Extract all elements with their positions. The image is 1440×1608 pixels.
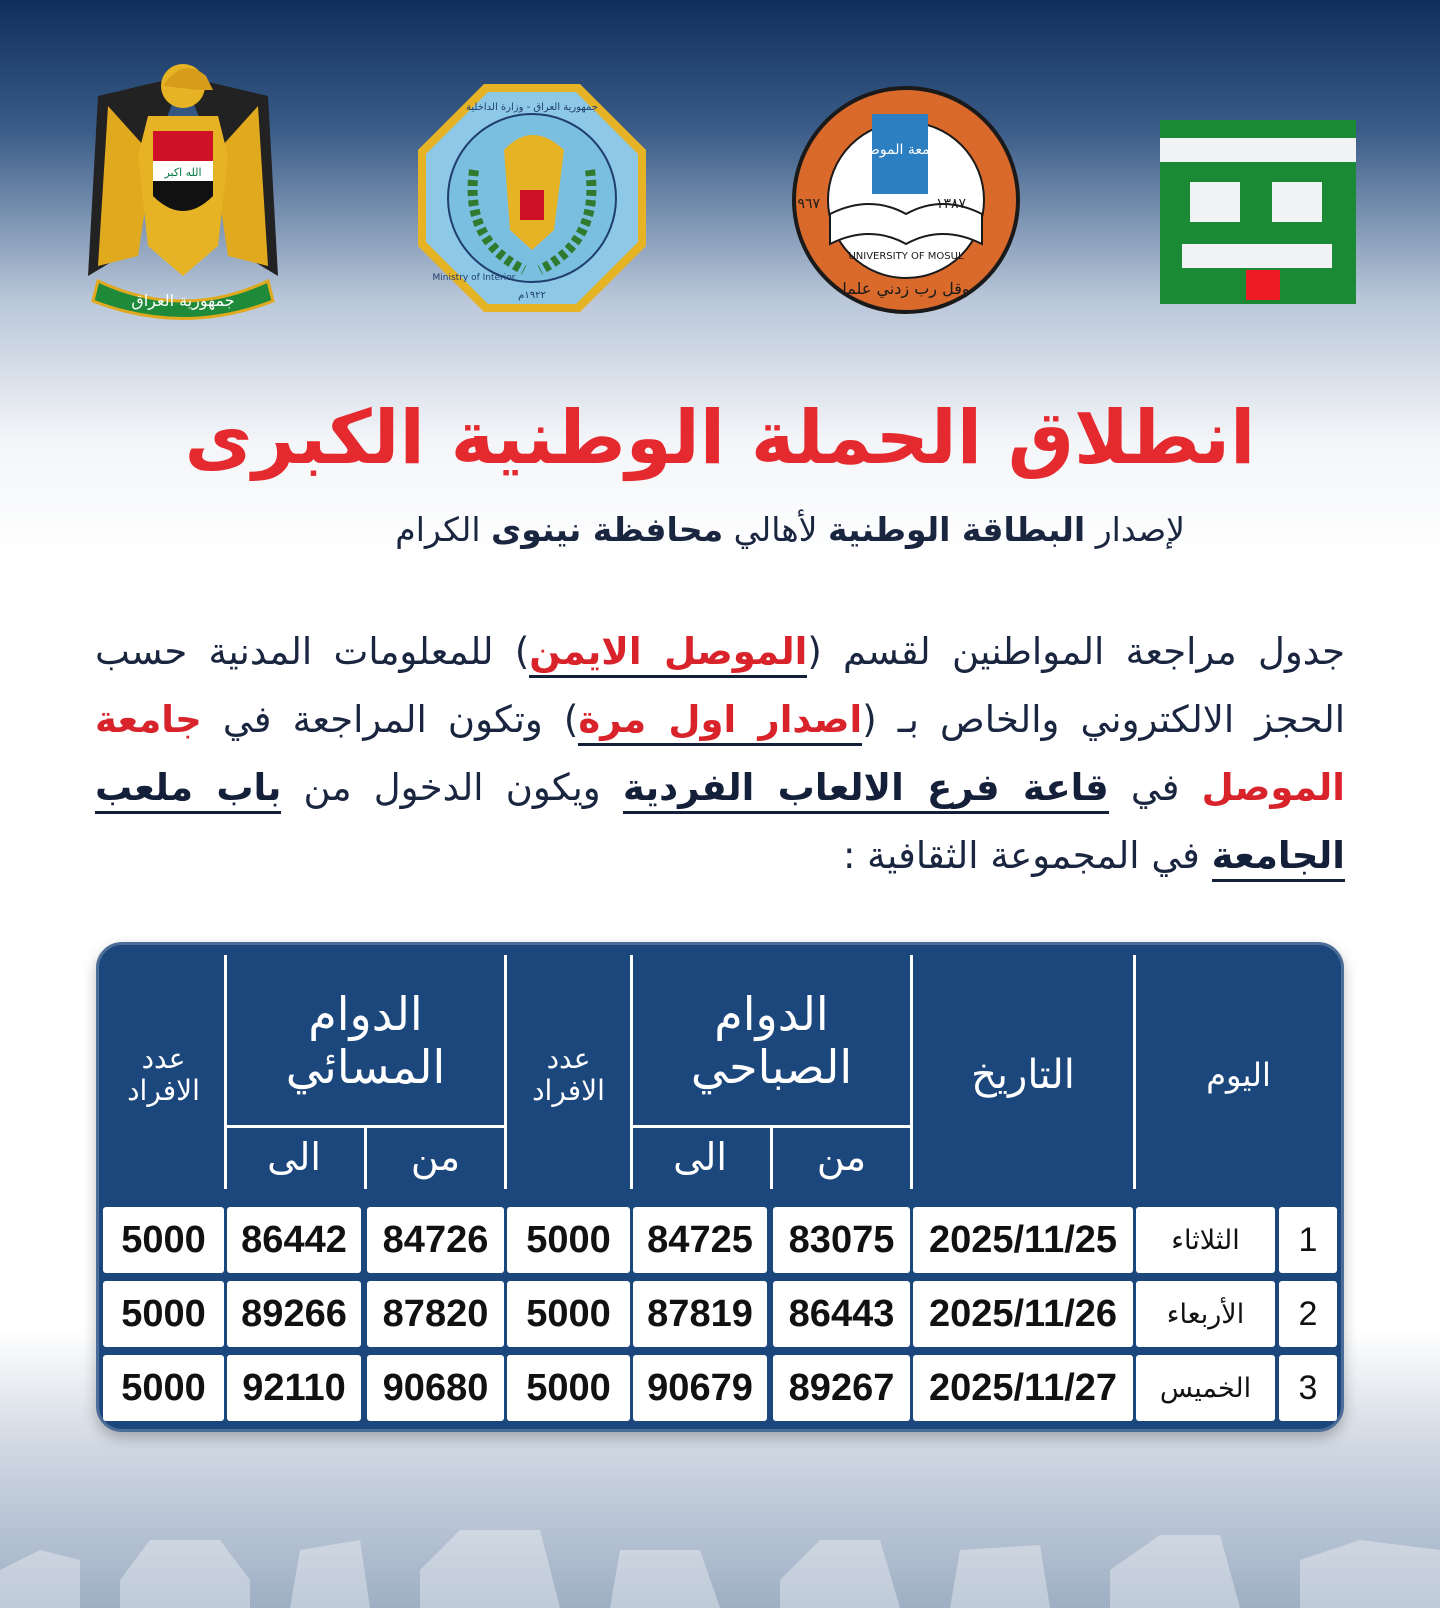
subtitle-text: الكرام [395,510,492,549]
schedule-table [96,942,1344,1432]
header-morning-line2: الصباحي [690,1040,853,1094]
cell-m-to: 87819 [633,1281,767,1347]
header-morning-to: الى [673,1135,727,1180]
cell-date: 2025/11/25 [913,1207,1133,1273]
highlight-hall: قاعة فرع الالعاب الفردية [623,766,1109,814]
svg-text:١٩٢٢م: ١٩٢٢م [518,290,546,301]
cell-e-from: 87820 [367,1281,504,1347]
header-morning-line1: الدوام [714,987,829,1042]
header-evening-count [103,965,224,1185]
header-day: اليوم [1206,1055,1271,1094]
svg-text:١٩٦٧: ١٩٦٧ [790,196,820,212]
paragraph-text: ) للمعلومات المدنية حسب الحجز الالكتروني والخاص بـ ( [95,630,1346,741]
iraq-eagle-emblem-icon [78,46,288,326]
header-evening-from: من [410,1135,461,1180]
cell-e-count: 5000 [103,1355,224,1421]
highlight-right-mosul: الموصل الايمن [529,630,807,678]
header-evening-to: الى [267,1135,321,1180]
landmark-silhouettes-icon [0,1490,1440,1608]
cell-n: 1 [1279,1207,1337,1273]
cell-m-to: 84725 [633,1207,767,1273]
cell-e-from: 84726 [367,1207,504,1273]
green-square-logo-icon [1160,120,1356,304]
paragraph-text: في المجموعة الثقافية : [842,834,1212,877]
cell-m-to: 90679 [633,1355,767,1421]
page-title: انطلاق الحملة الوطنية الكبرى [184,395,1256,481]
svg-text:UNIVERSITY OF MOSUL: UNIVERSITY OF MOSUL [848,251,964,262]
announcement-paragraph [95,618,1345,890]
cell-e-to: 92110 [227,1355,361,1421]
cell-m-from: 83075 [773,1207,910,1273]
header-morning [633,957,910,1125]
cell-e-count: 5000 [103,1207,224,1273]
svg-text:Ministry of Interior: Ministry of Interior [432,273,516,283]
cell-n: 3 [1279,1355,1337,1421]
university-of-mosul-emblem-icon [790,84,1022,316]
header-count-line1: عدد [141,1041,186,1075]
header-evening-line1: الدوام [308,987,423,1042]
highlight-gate: باب ملعب الجامعة [95,766,1345,882]
paragraph-text: في [1108,766,1202,809]
header-evening [227,957,504,1125]
cell-date: 2025/11/26 [913,1281,1133,1347]
highlight-first-issue: اصدار اول مرة [578,698,862,746]
subtitle-bold-card: البطاقة الوطنية [827,510,1086,549]
subtitle [395,510,1185,549]
svg-text:جامعة الموصل: جامعة الموصل [857,142,943,158]
paragraph-text: ) وتكون المراجعة في [201,698,579,741]
paragraph-text: جدول مراجعة المواطنين لقسم ( [807,630,1345,673]
svg-text:جمهورية العراق: جمهورية العراق [131,291,235,310]
header-morning-from: من [816,1135,867,1180]
header-count-line2: الافراد [127,1074,200,1107]
svg-text:وقل رب زدني علما: وقل رب زدني علما [842,279,970,298]
cell-e-to: 86442 [227,1207,361,1273]
svg-text:جمهورية العراق - وزارة الداخلي: جمهورية العراق - وزارة الداخلية [466,102,598,113]
subtitle-text: لإصدار [1085,510,1185,549]
subtitle-bold-province: محافظة نينوى [491,510,724,549]
cell-e-count: 5000 [103,1281,224,1347]
cell-m-count: 5000 [507,1207,630,1273]
cell-m-from: 86443 [773,1281,910,1347]
subtitle-text: لأهالي [723,510,828,549]
cell-m-count: 5000 [507,1355,630,1421]
svg-text:١٣٨٧: ١٣٨٧ [935,196,966,212]
cell-date: 2025/11/27 [913,1355,1133,1421]
header-date: التاريخ [971,1052,1075,1098]
header-count-line2: الافراد [532,1074,605,1107]
svg-text:الله اكبر: الله اكبر [164,166,202,179]
header-morning-count [507,965,630,1185]
cell-n: 2 [1279,1281,1337,1347]
logo-strip [0,40,1440,330]
ministry-of-interior-emblem-icon [414,80,650,316]
header-count-line1: عدد [546,1041,591,1075]
cell-m-from: 89267 [773,1355,910,1421]
paragraph-text: ويكون الدخول من [281,766,623,809]
cell-m-count: 5000 [507,1281,630,1347]
cell-day: الأربعاء [1136,1281,1275,1347]
cell-day: الثلاثاء [1136,1207,1275,1273]
header-evening-line2: المسائي [285,1040,446,1094]
cell-e-to: 89266 [227,1281,361,1347]
highlight-university: جامعة الموصل [95,698,1345,809]
cell-day: الخميس [1136,1355,1275,1421]
cell-e-from: 90680 [367,1355,504,1421]
